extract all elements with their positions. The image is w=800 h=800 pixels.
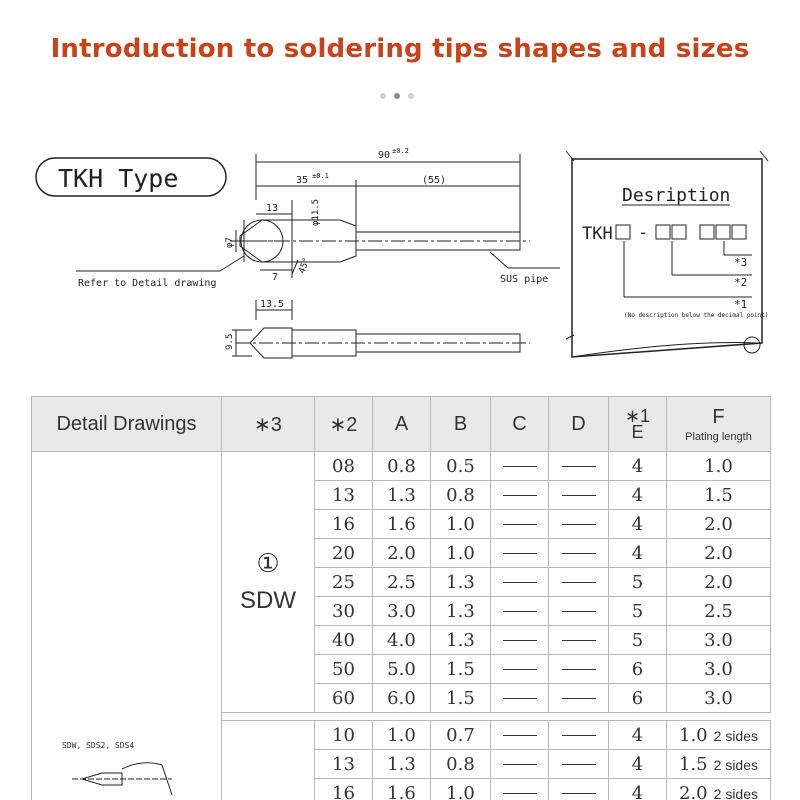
group-2-cell [222, 721, 315, 800]
cell-a: 1.6 [373, 779, 431, 800]
header-f-label: F [712, 405, 725, 428]
cell-a: 1.6 [373, 510, 431, 539]
dim-95: 9.5 [225, 333, 235, 350]
cell-e: 6 [609, 655, 667, 684]
page-title: Introduction to soldering tips shapes and sizes [50, 34, 750, 64]
mark-2: *2 [734, 276, 748, 289]
dash-mark [562, 764, 596, 765]
code-prefix: TKH [582, 224, 613, 244]
cell-a: 1.3 [373, 481, 431, 510]
dash-mark [562, 495, 596, 496]
dim-total-tol: ±0.2 [392, 147, 409, 155]
dash-mark [503, 793, 537, 794]
cell-e: 4 [609, 721, 667, 750]
cell-f: 1.0 [667, 452, 771, 481]
cell-c [491, 626, 549, 655]
cell-e: 5 [609, 597, 667, 626]
cell-f: 2.0 [667, 510, 771, 539]
mark-1: *1 [734, 298, 748, 311]
cell-b: 0.8 [431, 750, 491, 779]
dash-mark [562, 553, 596, 554]
cell-code: 60 [315, 684, 373, 713]
dim-135: 13.5 [260, 299, 285, 310]
dash-mark [562, 524, 596, 525]
technical-drawing [30, 140, 560, 365]
cell-d [549, 452, 609, 481]
detail-label: SDW, SDS2, SDS4 [62, 741, 135, 750]
cell-b: 1.0 [431, 510, 491, 539]
dash-mark [562, 611, 596, 612]
cell-f-sides: 2 sides [713, 785, 758, 800]
cell-a: 6.0 [373, 684, 431, 713]
cell-c [491, 568, 549, 597]
cell-b: 0.5 [431, 452, 491, 481]
header-col1-mark: ∗1 [624, 406, 651, 426]
cell-a: 1.3 [373, 750, 431, 779]
dash-mark [503, 764, 537, 765]
header-c: C [491, 397, 549, 452]
group-sdw-cell [222, 452, 315, 713]
cell-a: 3.0 [373, 597, 431, 626]
cell-e: 5 [609, 568, 667, 597]
dash-mark [503, 495, 537, 496]
cell-code: 16 [315, 779, 373, 800]
cell-c [491, 539, 549, 568]
type-label: TKH Type [58, 164, 179, 193]
cell-d [549, 568, 609, 597]
cell-c [491, 452, 549, 481]
cell-b: 1.3 [431, 626, 491, 655]
cell-a: 4.0 [373, 626, 431, 655]
cell-b: 1.0 [431, 779, 491, 800]
cell-code: 13 [315, 750, 373, 779]
cell-b: 1.5 [431, 655, 491, 684]
header-f-sub: Plating length [685, 430, 752, 443]
dash-mark [503, 466, 537, 467]
carousel-dot[interactable] [408, 93, 414, 99]
cell-b: 1.0 [431, 539, 491, 568]
dim-55: (55) [422, 175, 447, 186]
header-d: D [549, 397, 609, 452]
cell-d [549, 597, 609, 626]
cell-a: 2.5 [373, 568, 431, 597]
cell-f-value: 1.5 [679, 753, 708, 775]
cell-a: 0.8 [373, 452, 431, 481]
cell-f-sides: 2 sides [713, 756, 758, 773]
table-row [32, 452, 771, 481]
cell-c [491, 750, 549, 779]
cell-f: 1.5 [667, 481, 771, 510]
group-sdw-mark: ① [256, 549, 280, 579]
cell-e: 4 [609, 481, 667, 510]
cell-code: 13 [315, 481, 373, 510]
cell-e: 4 [609, 452, 667, 481]
description-note: (No description below the decimal point) [624, 312, 769, 319]
cell-f [667, 750, 771, 779]
cell-c [491, 510, 549, 539]
cell-f [667, 721, 771, 750]
cell-c [491, 684, 549, 713]
cell-f: 2.0 [667, 568, 771, 597]
header-b: B [431, 397, 491, 452]
dash-mark [503, 669, 537, 670]
cell-code: 40 [315, 626, 373, 655]
dash-mark [562, 735, 596, 736]
header-col1 [609, 397, 667, 452]
cell-f [667, 779, 771, 800]
cell-c [491, 779, 549, 800]
carousel-dot[interactable] [380, 93, 386, 99]
cell-e: 4 [609, 779, 667, 800]
cell-code: 20 [315, 539, 373, 568]
dash-mark [503, 553, 537, 554]
spec-table [31, 396, 771, 800]
cell-f: 3.0 [667, 684, 771, 713]
cell-b: 0.7 [431, 721, 491, 750]
cell-b: 1.3 [431, 568, 491, 597]
cell-f-value: 2.0 [679, 782, 708, 800]
dim-35-tol: ±0.1 [312, 172, 329, 180]
table-header-row [32, 397, 771, 452]
header-col3: ∗3 [222, 397, 315, 452]
cell-code: 16 [315, 510, 373, 539]
header-detail: Detail Drawings [32, 397, 222, 452]
cell-a: 2.0 [373, 539, 431, 568]
description-title: Desription [622, 185, 731, 206]
dash-mark [562, 793, 596, 794]
cell-c [491, 481, 549, 510]
cell-f: 3.0 [667, 655, 771, 684]
cell-code: 50 [315, 655, 373, 684]
cell-e: 5 [609, 626, 667, 655]
cell-d [549, 626, 609, 655]
cell-d [549, 750, 609, 779]
cell-code: 08 [315, 452, 373, 481]
cell-c [491, 655, 549, 684]
dash-mark [562, 669, 596, 670]
dim-total: 90 [378, 150, 391, 161]
carousel-dots[interactable] [380, 93, 414, 99]
dash-mark [503, 582, 537, 583]
cell-f: 2.0 [667, 539, 771, 568]
dash-mark [503, 640, 537, 641]
dim-35: 35 [296, 175, 309, 186]
cell-c [491, 597, 549, 626]
dash-mark [503, 735, 537, 736]
cell-code: 10 [315, 721, 373, 750]
cell-d [549, 481, 609, 510]
sus-label: SUS pipe [500, 274, 549, 285]
cell-f-value: 1.0 [679, 724, 708, 746]
dash-mark [562, 582, 596, 583]
dash-mark [562, 466, 596, 467]
cell-f: 2.5 [667, 597, 771, 626]
cell-e: 4 [609, 539, 667, 568]
cell-b: 0.8 [431, 481, 491, 510]
detail-drawing-cell [32, 452, 222, 800]
group-separator [222, 713, 771, 721]
cell-f: 3.0 [667, 626, 771, 655]
cell-e: 6 [609, 684, 667, 713]
code-dash: - [638, 223, 649, 243]
header-col1-sub: E [631, 422, 644, 442]
cell-d [549, 721, 609, 750]
dash-mark [503, 698, 537, 699]
dash-mark [562, 698, 596, 699]
dash-mark [503, 611, 537, 612]
cell-f-sides: 2 sides [713, 727, 758, 744]
dim-7: 7 [272, 272, 279, 283]
cell-b: 1.5 [431, 684, 491, 713]
detail-tip-icon [62, 755, 182, 800]
cell-a: 1.0 [373, 721, 431, 750]
cell-d [549, 684, 609, 713]
cell-d [549, 779, 609, 800]
description-diagram [562, 145, 772, 370]
cell-b: 1.3 [431, 597, 491, 626]
dash-mark [562, 640, 596, 641]
cell-c [491, 721, 549, 750]
cell-e: 4 [609, 750, 667, 779]
header-f [667, 397, 771, 452]
refer-label: Refer to Detail drawing [78, 278, 217, 289]
header-col2: ∗2 [315, 397, 373, 452]
cell-code: 30 [315, 597, 373, 626]
mark-3: *3 [734, 256, 748, 269]
cell-e: 4 [609, 510, 667, 539]
table-body [32, 452, 771, 800]
cell-d [549, 539, 609, 568]
carousel-dot-active[interactable] [394, 93, 400, 99]
dash-mark [503, 524, 537, 525]
dim-phi7: φ7 [225, 237, 235, 248]
dim-13: 13 [266, 203, 279, 214]
cell-d [549, 510, 609, 539]
dim-phi115: φ11.5 [311, 198, 321, 226]
header-a: A [373, 397, 431, 452]
group-sdw-name: SDW [240, 587, 296, 614]
cell-d [549, 655, 609, 684]
cell-code: 25 [315, 568, 373, 597]
dim-45: 45° [297, 256, 313, 276]
cell-a: 5.0 [373, 655, 431, 684]
